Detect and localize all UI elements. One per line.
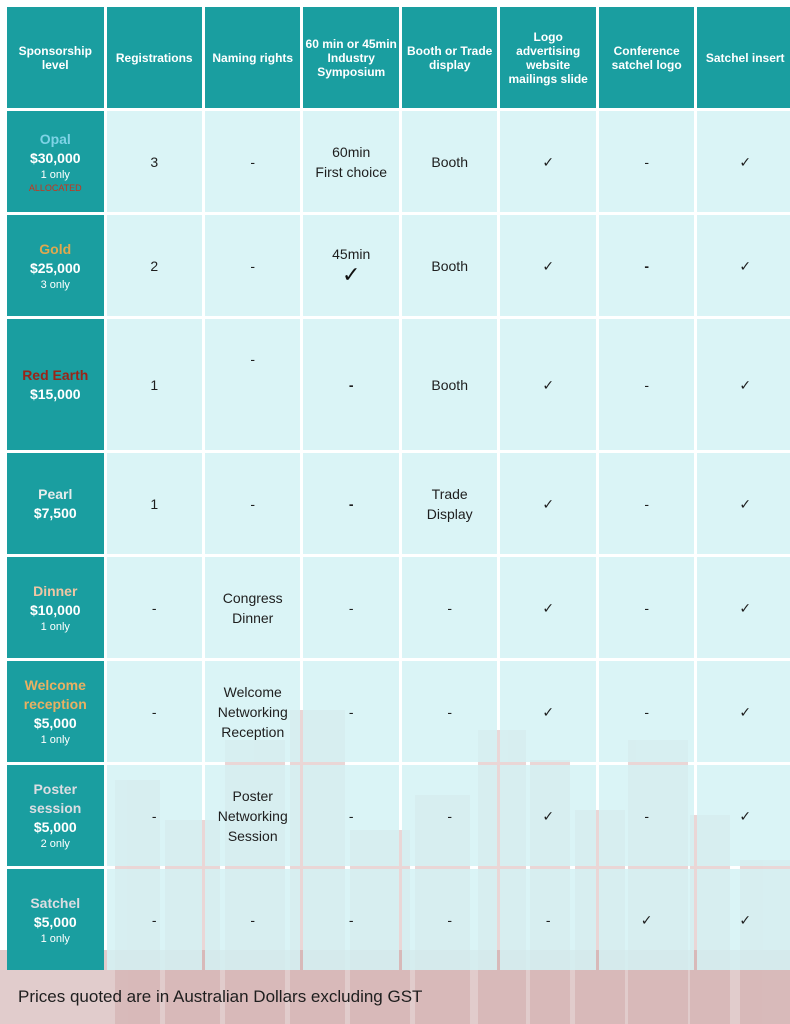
naming-rights-cell: Welcome Networking Reception (205, 661, 300, 762)
header-logo-advertising: Logo advertising website mailings slide (500, 7, 595, 108)
symposium-cell: - (303, 557, 398, 658)
satchel-logo-cell: - (599, 453, 694, 554)
sponsorship-level-cell (7, 869, 104, 970)
symposium-cell: - (303, 319, 398, 450)
naming-rights-cell: Congress Dinner (205, 557, 300, 658)
table-row (7, 319, 790, 450)
logo-advertising-check-icon: ✓ (500, 319, 595, 450)
header-naming-rights: Naming rights (205, 7, 300, 108)
symposium-detail: First choice (315, 163, 387, 180)
satchel-logo-cell: - (599, 765, 694, 866)
booth-cell: Booth (402, 111, 497, 212)
satchel-insert-check-icon: ✓ (697, 319, 790, 450)
satchel-insert-check-icon: ✓ (697, 661, 790, 762)
level-availability: 1 only (40, 168, 70, 181)
allocated-label: ALLOCATED (28, 182, 82, 193)
naming-rights-cell: - (205, 869, 300, 970)
logo-advertising-check-icon: ✓ (500, 215, 595, 316)
level-price: $30,000 (29, 149, 81, 166)
registrations-cell: 3 (107, 111, 202, 212)
naming-rights-cell: - (205, 453, 300, 554)
registrations-cell: - (107, 661, 202, 762)
naming-rights-cell: - (205, 215, 300, 316)
sponsorship-level-cell (7, 319, 104, 450)
level-name: Welcome reception (23, 677, 87, 712)
table-row (7, 765, 790, 866)
booth-cell: - (402, 661, 497, 762)
level-availability: 1 only (40, 620, 70, 633)
symposium-cell: - (303, 869, 398, 970)
logo-advertising-check-icon: ✓ (500, 111, 595, 212)
sponsorship-level-cell (7, 111, 104, 212)
table-row (7, 557, 790, 658)
sponsorship-level-cell (7, 661, 104, 762)
level-name: Satchel (30, 894, 81, 911)
header-industry-symposium: 60 min or 45min Industry Symposium (303, 7, 398, 108)
table-row (7, 453, 790, 554)
logo-advertising-check-icon: ✓ (500, 661, 595, 762)
satchel-logo-cell: - (599, 557, 694, 658)
symposium-cell (303, 111, 398, 212)
sponsorship-level-cell (7, 765, 104, 866)
naming-rights-value: - (250, 351, 256, 367)
satchel-logo-cell: - (599, 319, 694, 450)
logo-advertising-check-icon: ✓ (500, 765, 595, 866)
level-price: $25,000 (29, 259, 81, 276)
sponsorship-level-cell (7, 215, 104, 316)
satchel-insert-check-icon: ✓ (697, 557, 790, 658)
symposium-duration: 60min (332, 143, 371, 160)
level-availability: 3 only (40, 278, 70, 291)
table-row (7, 111, 790, 212)
satchel-insert-check-icon: ✓ (697, 765, 790, 866)
symposium-cell (303, 215, 398, 316)
header-row (7, 7, 790, 108)
booth-cell: - (402, 869, 497, 970)
symposium-cell: - (303, 661, 398, 762)
naming-rights-cell: - (205, 111, 300, 212)
satchel-insert-check-icon: ✓ (697, 215, 790, 316)
table-row (7, 661, 790, 762)
level-availability: 1 only (40, 932, 70, 945)
table-row (7, 869, 790, 970)
registrations-cell: 2 (107, 215, 202, 316)
naming-rights-cell (205, 319, 300, 450)
level-price: $15,000 (29, 385, 81, 402)
header-booth-trade-display: Booth or Trade display (402, 7, 497, 108)
header-sponsorship-level: Sponsorship level (7, 7, 104, 108)
pricing-footnote: Prices quoted are in Australian Dollars excluding GST (18, 987, 423, 1006)
booth-cell: Booth (402, 319, 497, 450)
level-availability: 2 only (40, 838, 70, 850)
booth-cell: Trade Display (402, 453, 497, 554)
satchel-logo-check-icon: ✓ (599, 869, 694, 970)
satchel-insert-check-icon: ✓ (697, 453, 790, 554)
level-price: $5,000 (33, 913, 77, 930)
satchel-logo-cell: - (599, 215, 694, 316)
header-registrations: Registrations (107, 7, 202, 108)
satchel-insert-check-icon: ✓ (697, 869, 790, 970)
level-name: Gold (39, 240, 72, 257)
level-availability: 1 only (40, 734, 70, 746)
sponsorship-level-cell (7, 453, 104, 554)
registrations-cell: - (107, 765, 202, 866)
table-row (7, 215, 790, 316)
level-name: Red Earth (22, 366, 89, 383)
naming-rights-cell: Poster Networking Session (205, 765, 300, 866)
sponsorship-level-cell (7, 557, 104, 658)
header-satchel-insert: Satchel insert (697, 7, 790, 108)
booth-cell: Booth (402, 215, 497, 316)
satchel-logo-cell: - (599, 661, 694, 762)
level-name: Dinner (33, 582, 78, 599)
level-name: Pearl (38, 485, 73, 502)
registrations-cell: 1 (107, 453, 202, 554)
level-price: $7,500 (33, 504, 77, 521)
symposium-check-icon: ✓ (341, 262, 361, 287)
level-price: $5,000 (33, 715, 77, 731)
registrations-cell: 1 (107, 319, 202, 450)
symposium-cell: - (303, 453, 398, 554)
symposium-duration: 45min (332, 246, 371, 262)
satchel-logo-cell: - (599, 111, 694, 212)
level-name: Poster session (29, 781, 82, 816)
booth-cell: - (402, 765, 497, 866)
symposium-cell: - (303, 765, 398, 866)
level-name: Opal (39, 130, 71, 147)
level-price: $10,000 (29, 601, 81, 618)
header-conference-satchel-logo: Conference satchel logo (599, 7, 694, 108)
booth-cell: - (402, 557, 497, 658)
sponsorship-table (4, 4, 790, 973)
satchel-insert-check-icon: ✓ (697, 111, 790, 212)
registrations-cell: - (107, 869, 202, 970)
logo-advertising-check-icon: ✓ (500, 453, 595, 554)
level-price: $5,000 (33, 819, 77, 835)
logo-advertising-check-icon: ✓ (500, 557, 595, 658)
logo-advertising-cell: - (500, 869, 595, 970)
registrations-cell: - (107, 557, 202, 658)
